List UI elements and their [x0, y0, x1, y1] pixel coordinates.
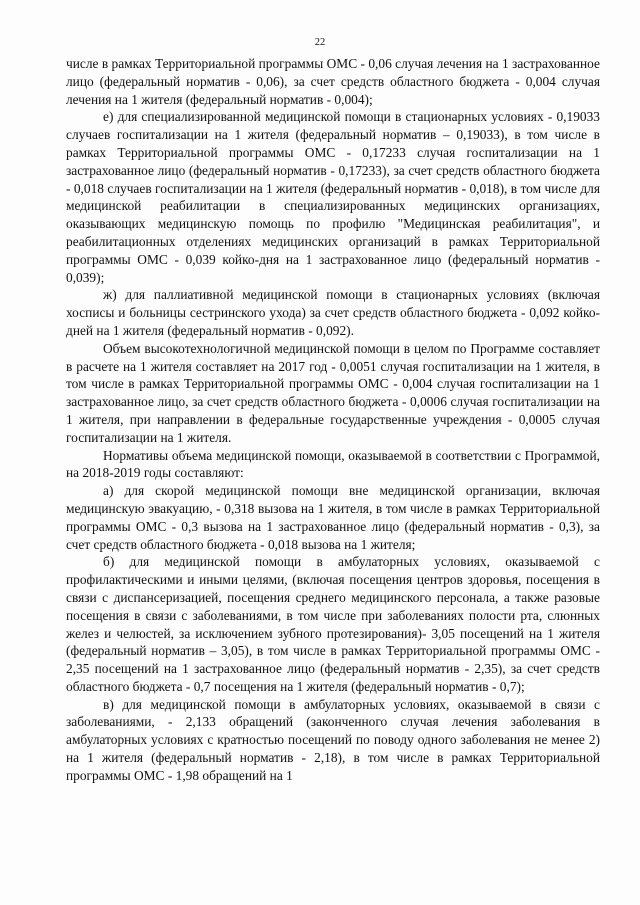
document-body — [66, 55, 600, 785]
paragraph-item-e: е) для специализированной медицинской помощи в стационарных условиях - 0,19033 случаев госпитализации на 1 жителя (федеральный норматив – 0,19033), в том числе в рамках Территориальной программы ОМС - 0,17233 случая госпитализации на 1 застрахованное лицо (федеральный норматив - 0,17233), за счет средств областного бюджета - 0,018 случаев госпитализации на 1 жителя (федеральный норматив - 0,018), в том числе для медицинской реабилитации в специализированных медицинских организациях, оказывающих медицинскую помощь по профилю "Медицинская реабилитация", и реабилитационных отделениях медицинских организаций в рамках Территориальной программы ОМС - 0,039 койко-дня на 1 застрахованное лицо (федеральный норматив - 0,039); — [66, 109, 600, 285]
page-number: 22 — [314, 37, 326, 48]
paragraph-high-tech-care: Объем высокотехнологичной медицинской помощи в целом по Программе составляет в расчете на 1 жителя составляет на 2017 год - 0,0051 случая госпитализации на 1 жителя, в том числе в рамках Территориальной программы ОМС - 0,004 случая госпитализации на 1 застрахованное лицо, за счет средств областного бюджета - 0,0006 случая госпитализации на 1 жителя, при направлении в федеральные государственные учреждения - 0,0005 случая госпитализации на 1 жителя. — [66, 340, 600, 445]
paragraph-item-v: в) для медицинской помощи в амбулаторных условиях, оказываемой в связи с заболеваниями, - 2,133 обращений (законченного случая лечения заболевания в амбулаторных условиях с кратностью посещений по поводу одного заболевания не менее 2) на 1 жителя (федеральный норматив - 2,18), в том числе в рамках Территориальной программы ОМС - 1,98 обращений на 1 — [66, 696, 600, 783]
paragraph-item-a: а) для скорой медицинской помощи вне медицинской организации, включая медицинскую эвакуацию, - 0,318 вызова на 1 жителя, в том числе в рамках Территориальной программы ОМС - 0,3 вызова на 1 застрахованное лицо (федеральный норматив - 0,3), за счет средств областного бюджета - 0,018 вызова на 1 жителя; — [66, 483, 600, 552]
paragraph-norms-intro: Нормативы объема медицинской помощи, оказываемой в соответствии с Программой, на 2018-2019 годы составляют: — [66, 447, 600, 481]
paragraph-item-zh: ж) для паллиативной медицинской помощи в стационарных условиях (включая хосписы и больницы сестринского ухода) за счет средств областного бюджета - 0,092 койко-дней на 1 жителя (федеральный норматив - 0,092). — [66, 287, 600, 338]
paragraph-continuation: числе в рамках Территориальной программы ОМС - 0,06 случая лечения на 1 застрахованное лицо (федеральный норматив - 0,06), за счет средств областного бюджета - 0,004 случая лечения на 1 жителя (федеральный норматив - 0,004); — [66, 56, 600, 107]
paragraph-item-b: б) для медицинской помощи в амбулаторных условиях, оказываемой с профилактическими и иными целями, (включая посещения центров здоровья, посещения в связи с диспансеризацией, посещения среднего медицинского персонала, а также разовые посещения в связи с заболеваниями, в том числе при заболеваниях полости рта, слюнных желез и челюстей, за исключением зубного протезирования)- 3,05 посещений на 1 жителя (федеральный норматив – 3,05), в том числе в рамках Территориальной программы ОМС - 2,35 посещений на 1 застрахованное лицо (федеральный норматив - 2,35), за счет средств областного бюджета - 0,7 посещения на 1 жителя (федеральный норматив - 0,7); — [66, 554, 600, 694]
